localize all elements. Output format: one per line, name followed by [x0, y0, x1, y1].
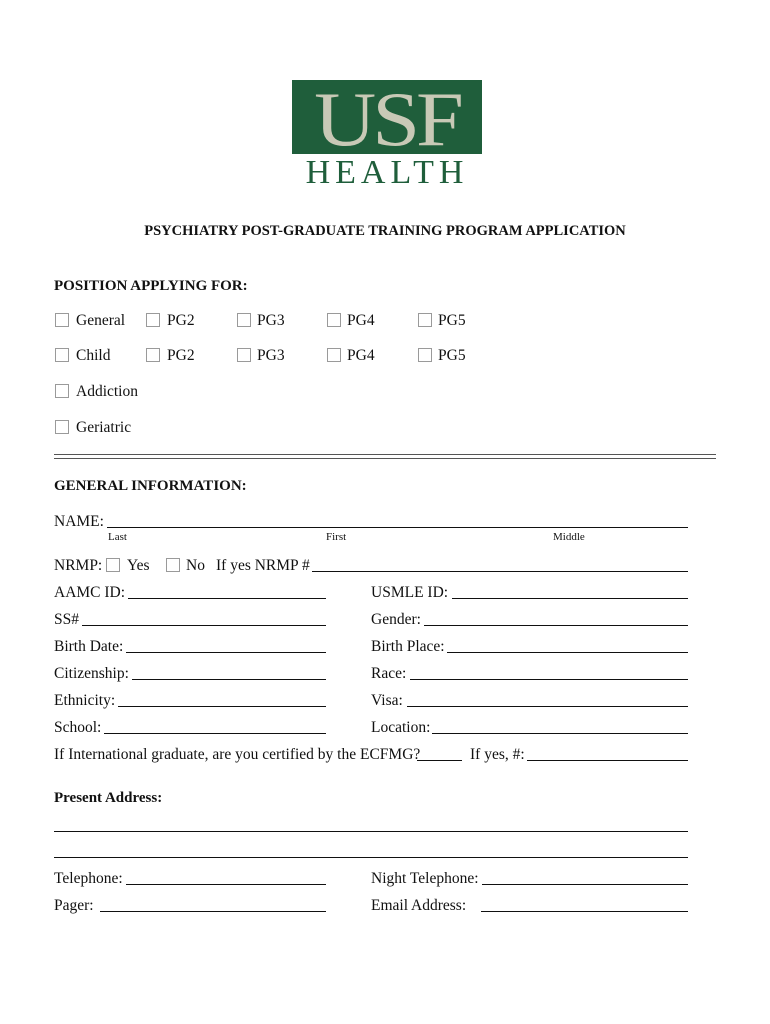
- usmle-label: USMLE ID:: [371, 584, 449, 601]
- nrmp-yes-label: Yes: [127, 557, 150, 574]
- position-heading: POSITION APPLYING FOR:: [54, 278, 248, 294]
- school-label: School:: [54, 719, 102, 736]
- child-pg3-checkbox[interactable]: [237, 348, 251, 362]
- general-pg3-label: PG3: [257, 312, 285, 329]
- general-pg3-checkbox[interactable]: [237, 313, 251, 327]
- telephone-label: Telephone:: [54, 870, 123, 887]
- gender-label: Gender:: [371, 611, 421, 628]
- geriatric-label: Geriatric: [76, 419, 132, 436]
- name-label: NAME:: [54, 513, 104, 530]
- name-field[interactable]: [107, 527, 688, 528]
- present-address-heading: Present Address:: [54, 790, 163, 806]
- nrmp-number-label: If yes NRMP #: [216, 557, 310, 574]
- general-pg5-label: PG5: [438, 312, 466, 329]
- general-pg2-label: PG2: [167, 312, 195, 329]
- general-info-heading: GENERAL INFORMATION:: [54, 478, 247, 494]
- nrmp-label: NRMP:: [54, 557, 103, 574]
- child-pg5-label: PG5: [438, 347, 466, 364]
- child-pg4-checkbox[interactable]: [327, 348, 341, 362]
- ecfmg-field[interactable]: [417, 760, 462, 761]
- addiction-checkbox[interactable]: [55, 384, 69, 398]
- name-last-caption: Last: [108, 531, 127, 543]
- logo-health-text: HEALTH: [305, 154, 469, 191]
- addiction-label: Addiction: [76, 383, 138, 400]
- geriatric-checkbox[interactable]: [55, 420, 69, 434]
- child-pg3-label: PG3: [257, 347, 285, 364]
- birth-place-label: Birth Place:: [371, 638, 445, 655]
- birth-date-field[interactable]: [126, 652, 326, 653]
- nrmp-yes-checkbox[interactable]: [106, 558, 120, 572]
- child-pg5-checkbox[interactable]: [418, 348, 432, 362]
- general-pg2-checkbox[interactable]: [146, 313, 160, 327]
- address-line-2-field[interactable]: [54, 857, 688, 858]
- email-label: Email Address:: [371, 897, 467, 914]
- section-divider-bottom: [54, 458, 716, 459]
- gender-field[interactable]: [424, 625, 688, 626]
- birth-date-label: Birth Date:: [54, 638, 124, 655]
- race-field[interactable]: [410, 679, 688, 680]
- ss-label: SS#: [54, 611, 79, 628]
- general-label: General: [76, 312, 126, 329]
- ethnicity-field[interactable]: [118, 706, 326, 707]
- general-checkbox[interactable]: [55, 313, 69, 327]
- usmle-field[interactable]: [452, 598, 688, 599]
- aamc-label: AAMC ID:: [54, 584, 126, 601]
- child-label: Child: [76, 347, 111, 364]
- citizenship-field[interactable]: [132, 679, 326, 680]
- ecfmg-number-field[interactable]: [527, 760, 688, 761]
- ethnicity-label: Ethnicity:: [54, 692, 116, 709]
- general-pg4-label: PG4: [347, 312, 375, 329]
- visa-label: Visa:: [371, 692, 403, 709]
- name-middle-caption: Middle: [553, 531, 585, 543]
- form-title: PSYCHIATRY POST-GRADUATE TRAINING PROGRAM APPLICATION: [144, 223, 626, 239]
- logo-box: [292, 75, 482, 163]
- general-pg4-checkbox[interactable]: [327, 313, 341, 327]
- telephone-field[interactable]: [126, 884, 326, 885]
- logo-usf-text: USF: [314, 75, 460, 163]
- location-label: Location:: [371, 719, 431, 736]
- child-pg2-checkbox[interactable]: [146, 348, 160, 362]
- child-checkbox[interactable]: [55, 348, 69, 362]
- pager-field[interactable]: [100, 911, 326, 912]
- nrmp-no-label: No: [186, 557, 205, 574]
- nrmp-number-field[interactable]: [312, 571, 688, 572]
- pager-label: Pager:: [54, 897, 94, 914]
- visa-field[interactable]: [407, 706, 688, 707]
- general-pg5-checkbox[interactable]: [418, 313, 432, 327]
- child-pg2-label: PG2: [167, 347, 195, 364]
- ss-field[interactable]: [82, 625, 326, 626]
- usf-health-logo: [292, 75, 482, 191]
- school-field[interactable]: [104, 733, 326, 734]
- address-line-1-field[interactable]: [54, 831, 688, 832]
- race-label: Race:: [371, 665, 407, 682]
- aamc-field[interactable]: [128, 598, 326, 599]
- nrmp-no-checkbox[interactable]: [166, 558, 180, 572]
- child-pg4-label: PG4: [347, 347, 375, 364]
- ecfmg-label: If International graduate, are you certified by the ECFMG?: [54, 746, 421, 763]
- birth-place-field[interactable]: [447, 652, 688, 653]
- night-telephone-field[interactable]: [482, 884, 688, 885]
- name-first-caption: First: [326, 531, 347, 543]
- section-divider-top: [54, 454, 716, 455]
- email-field[interactable]: [481, 911, 688, 912]
- location-field[interactable]: [432, 733, 688, 734]
- night-telephone-label: Night Telephone:: [371, 870, 479, 887]
- ecfmg-number-label: If yes, #:: [470, 746, 525, 763]
- citizenship-label: Citizenship:: [54, 665, 129, 682]
